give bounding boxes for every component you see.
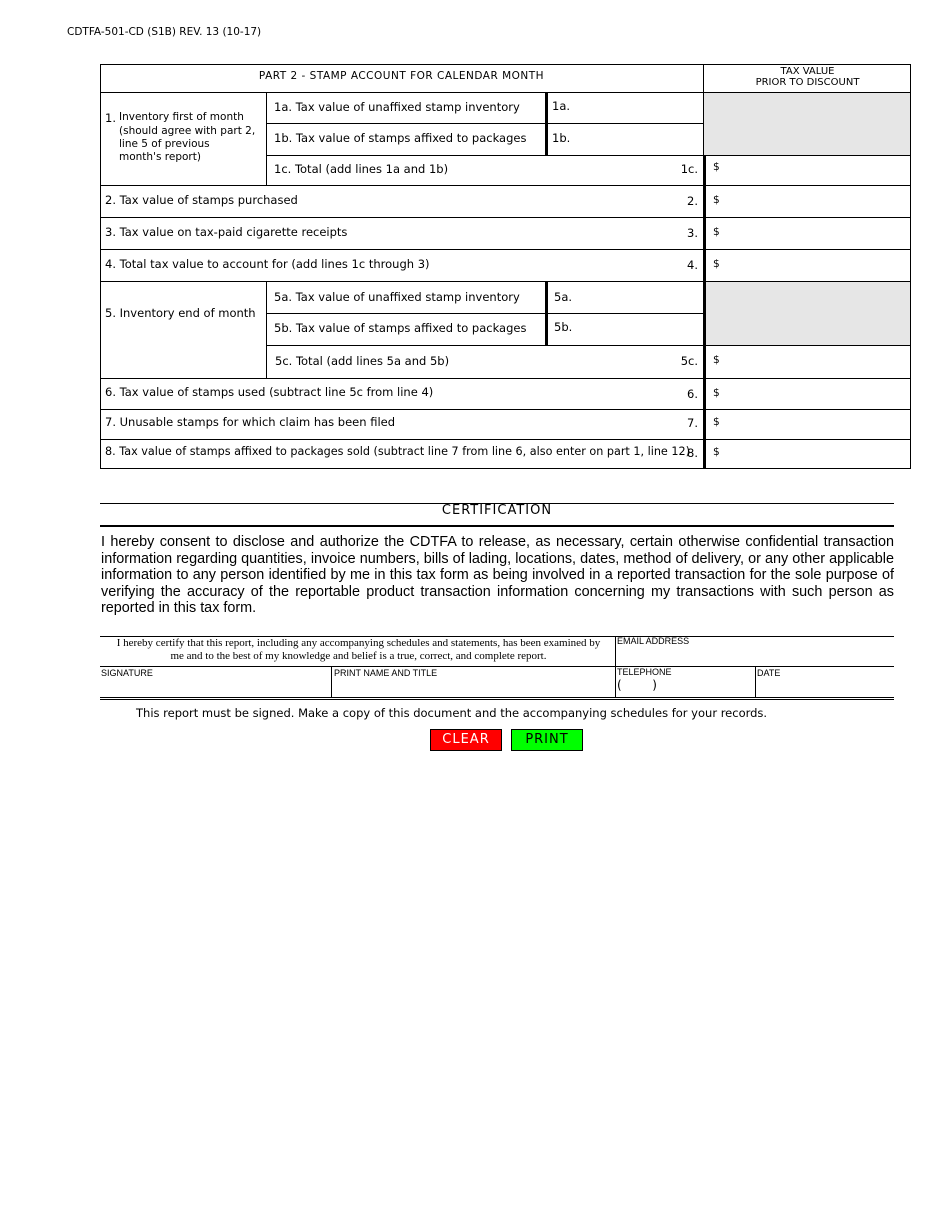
line5b-box-label: 5b. <box>554 320 573 334</box>
telephone-parens: ( ) <box>617 678 657 692</box>
line3-dollar: $ <box>713 226 720 238</box>
email-label: EMAIL ADDRESS <box>617 636 690 646</box>
line1c-ref: 1c. <box>680 162 698 176</box>
line8-dollar: $ <box>713 446 720 458</box>
line1c-input[interactable] <box>725 160 905 180</box>
stamp-account-table <box>100 64 911 469</box>
line5c-dollar: $ <box>713 354 720 366</box>
line1-number: 1. <box>105 111 116 125</box>
line5a-label: 5a. Tax value of unaffixed stamp inventory <box>274 290 520 304</box>
email-input[interactable] <box>620 648 890 664</box>
line8-input[interactable] <box>725 443 905 465</box>
date-label: DATE <box>757 668 781 678</box>
line5a-box-label: 5a. <box>554 290 573 304</box>
line5c-label: 5c. Total (add lines 5a and 5b) <box>275 354 450 368</box>
line2-dollar: $ <box>713 194 720 206</box>
line1-label-4: month's report) <box>119 151 201 163</box>
line3-label: 3. Tax value on tax-paid cigarette receipts <box>105 225 348 239</box>
line1a-label: 1a. Tax value of unaffixed stamp inventory <box>274 100 520 114</box>
line1b-box-label: 1b. <box>552 131 571 145</box>
shaded-cell-line5 <box>704 282 911 345</box>
line3-input[interactable] <box>725 223 905 245</box>
line7-label: 7. Unusable stamps for which claim has been filed <box>105 415 396 429</box>
col-header-tax-value: TAX VALUE <box>780 66 835 77</box>
line4-dollar: $ <box>713 258 720 270</box>
line5b-label: 5b. Tax value of stamps affixed to packages <box>274 321 527 335</box>
footer-note: This report must be signed. Make a copy of this document and the accompanying schedules for your records. <box>136 706 768 720</box>
line1b-label: 1b. Tax value of stamps affixed to packages <box>274 131 527 145</box>
line2-input[interactable] <box>725 191 905 213</box>
certification-title: CERTIFICATION <box>441 503 553 518</box>
line1c-dollar: $ <box>713 161 720 173</box>
line6-input[interactable] <box>725 383 905 405</box>
line1a-box-label: 1a. <box>552 99 571 113</box>
line1c-label: 1c. Total (add lines 1a and 1b) <box>274 162 449 176</box>
telephone-input[interactable] <box>662 679 752 695</box>
signature-label: SIGNATURE <box>101 668 153 678</box>
date-input[interactable] <box>759 679 889 695</box>
part2-title: PART 2 - STAMP ACCOUNT FOR CALENDAR MONTH <box>258 70 545 82</box>
line1b-input[interactable] <box>572 130 700 148</box>
line6-dollar: $ <box>713 387 720 399</box>
shaded-cell-line1 <box>704 93 911 155</box>
line5c-input[interactable] <box>725 351 905 373</box>
line1-label-3: line 5 of previous <box>119 138 210 150</box>
line7-dollar: $ <box>713 416 720 428</box>
signature-field[interactable] <box>102 679 328 696</box>
clear-button[interactable]: CLEAR <box>430 729 502 751</box>
col-header-prior-discount: PRIOR TO DISCOUNT <box>755 77 860 88</box>
line5a-input[interactable] <box>574 288 700 306</box>
print-name-input[interactable] <box>336 679 611 695</box>
line6-label: 6. Tax value of stamps used (subtract line 5c from line 4) <box>105 385 434 399</box>
line3-ref: 3. <box>687 226 698 240</box>
line8-label: 8. Tax value of stamps affixed to packages sold (subtract line 7 from line 6, also enter on part 1, line 12) <box>105 445 690 458</box>
line5-label: 5. Inventory end of month <box>105 306 256 320</box>
line4-ref: 4. <box>687 258 698 272</box>
line2-label: 2. Tax value of stamps purchased <box>105 193 298 207</box>
line7-input[interactable] <box>725 413 905 435</box>
line4-label: 4. Total tax value to account for (add lines 1c through 3) <box>105 257 430 271</box>
line5b-input[interactable] <box>574 319 700 337</box>
line2-ref: 2. <box>687 194 698 208</box>
print-button[interactable]: PRINT <box>511 729 583 751</box>
certify-statement: I hereby certify that this report, including any accompanying schedules and statements, has been examined by me and to the best of my knowledge and belief is a true, correct, and complete report. <box>116 637 601 662</box>
form-id: CDTFA-501-CD (S1B) REV. 13 (10-17) <box>67 26 262 38</box>
print-name-label: PRINT NAME AND TITLE <box>334 668 438 678</box>
line7-ref: 7. <box>687 416 698 430</box>
line1a-input[interactable] <box>572 98 700 116</box>
line1-label: Inventory first of month <box>119 111 244 123</box>
telephone-label: TELEPHONE <box>617 667 672 677</box>
line1-label-2: (should agree with part 2, <box>119 125 256 137</box>
line4-input[interactable] <box>725 255 905 277</box>
certification-text: I hereby consent to disclose and authorize the CDTFA to release, as necessary, certain otherwise confidential transaction information regarding quantities, invoice numbers, bills of lading, locations, dates, method of delivery, or any other applicable information to any person identified by me in this tax form as being involved in a reported transaction for the sole purpose of verifying the accuracy of the reportable product transaction information concerning my transactions with such person as reported in this tax form. <box>101 534 894 617</box>
line6-ref: 6. <box>687 387 698 401</box>
line8-ref: 8. <box>687 446 698 460</box>
line5c-ref: 5c. <box>680 354 698 368</box>
